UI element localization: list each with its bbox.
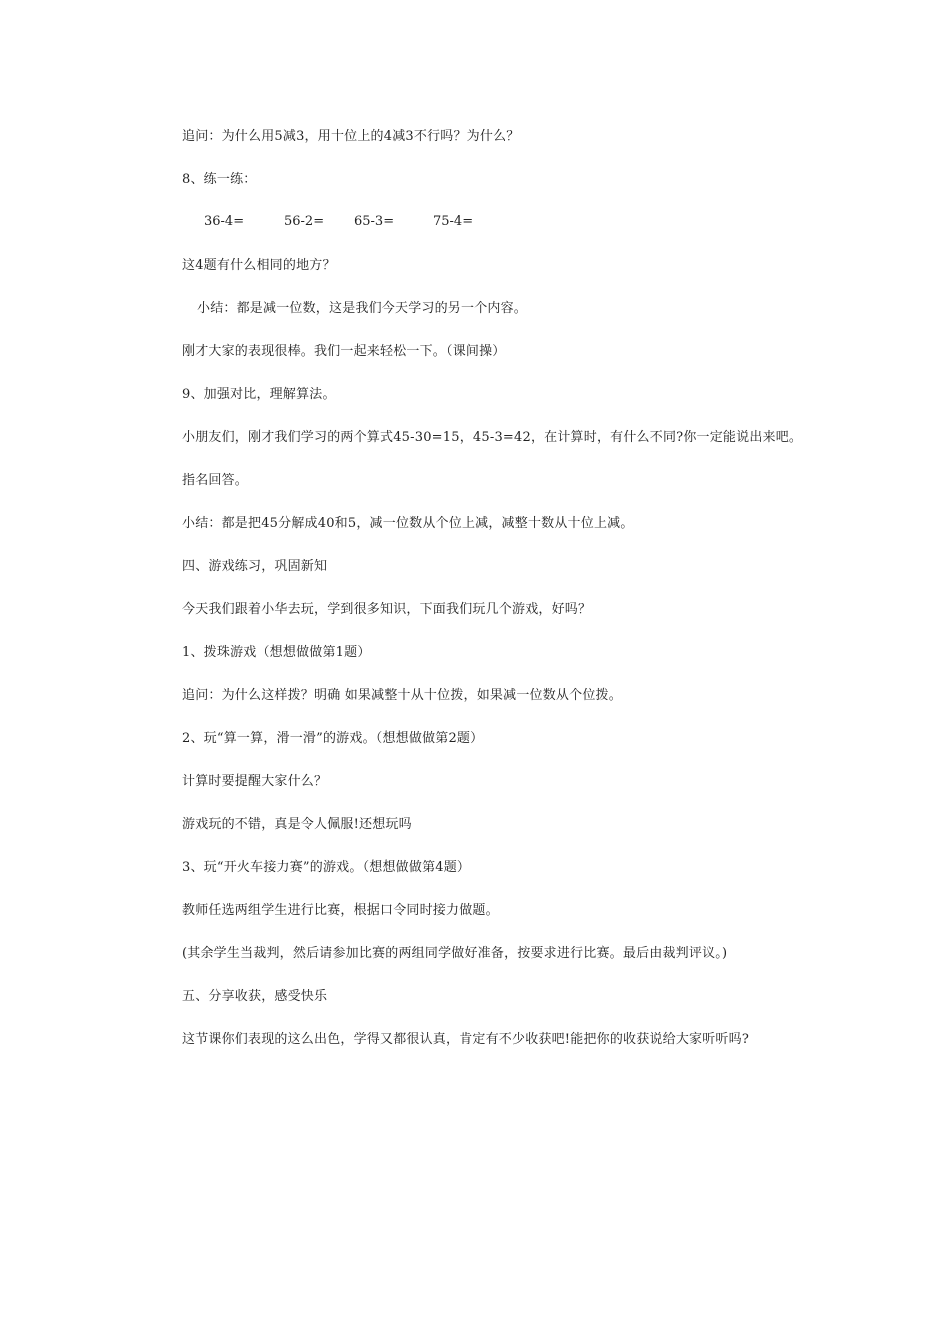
summary-line: 小结：都是减一位数，这是我们今天学习的另一个内容。 <box>197 301 528 316</box>
answer-line: 指名回答。 <box>182 473 249 488</box>
question-line: 这4题有什么相同的地方？ <box>182 258 336 273</box>
break-line: 刚才大家的表现很棒。我们一起来轻松一下。（课间操） <box>182 344 506 359</box>
comparison-line: 小朋友们，刚才我们学习的两个算式45-30=15，45-3=42，在计算时，有什么不同?你一定能说出来吧。 <box>182 430 803 445</box>
exercise-item: 75-4= <box>433 214 474 229</box>
game-1-heading: 1、拨珠游戏（想想做做第1题） <box>182 645 371 660</box>
follow-up-question-line: 追问：为什么用5减3，用十位上的4减3不行吗？为什么？ <box>182 129 520 144</box>
exercise-item: 65-3= <box>354 214 395 229</box>
summary-line: 小结：都是把45分解成40和5，减一位数从个位上减，减整十数从十位上减。 <box>182 516 634 531</box>
follow-up-line: 追问：为什么这样拨？明确 如果减整十从十位拨，如果减一位数从个位拨。 <box>182 688 622 703</box>
competition-line: 教师任选两组学生进行比赛，根据口令同时接力做题。 <box>182 903 499 918</box>
reminder-line: 计算时要提醒大家什么？ <box>182 774 328 789</box>
exercise-item: 36-4= <box>204 214 245 229</box>
referee-line: (其余学生当裁判，然后请参加比赛的两组同学做好准备，按要求进行比赛。最后由裁判评议。) <box>182 946 728 961</box>
praise-line: 游戏玩的不错，真是令人佩服!还想玩吗 <box>182 817 412 832</box>
game-2-heading: 2、玩“算一算，滑一滑”的游戏。（想想做做第2题） <box>182 731 484 746</box>
section-5-heading: 五、分享收获，感受快乐 <box>182 989 328 1004</box>
exercise-item: 56-2= <box>284 214 325 229</box>
game-intro-line: 今天我们跟着小华去玩，学到很多知识，下面我们玩几个游戏，好吗？ <box>182 602 592 617</box>
section-9-heading: 9、加强对比，理解算法。 <box>182 387 336 402</box>
section-8-heading: 8、练一练： <box>182 172 257 187</box>
section-4-heading: 四、游戏练习，巩固新知 <box>182 559 328 574</box>
game-3-heading: 3、玩“开火车接力赛”的游戏。（想想做做第4题） <box>182 860 471 875</box>
closing-line: 这节课你们表现的这么出色，学得又都很认真，肯定有不少收获吧!能把你的收获说给大家听听吗? <box>182 1032 749 1047</box>
